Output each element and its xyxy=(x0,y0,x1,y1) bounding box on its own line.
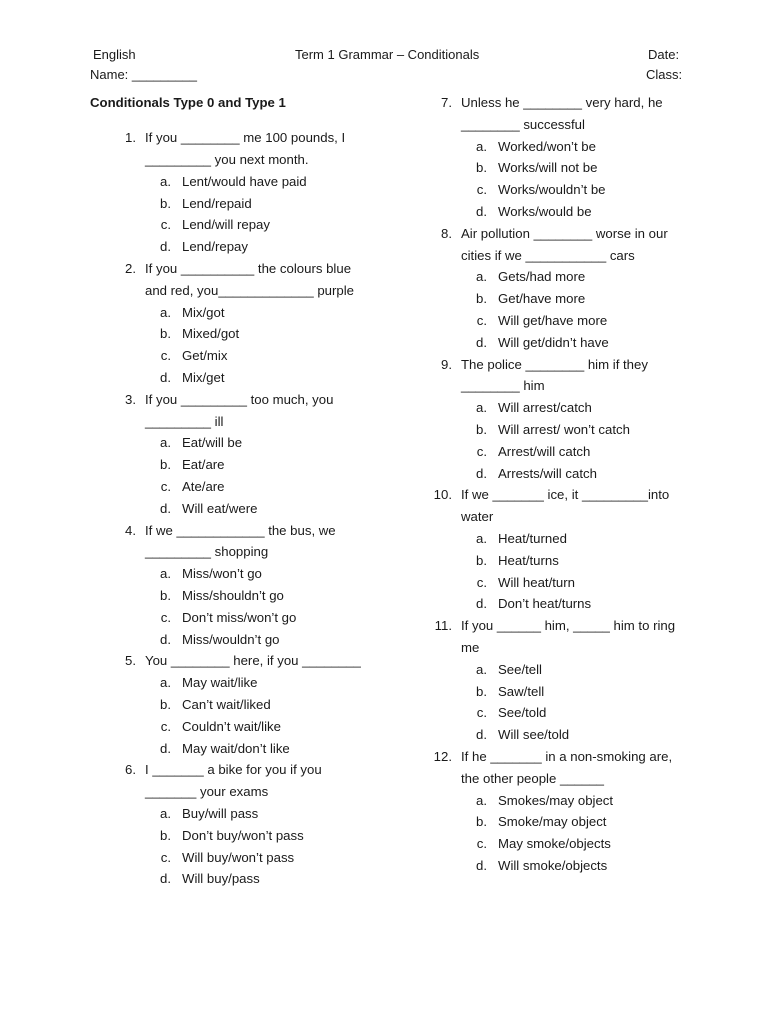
answer-option xyxy=(426,833,726,855)
option-letter: d. xyxy=(476,596,487,612)
question-number: 12. xyxy=(433,748,452,764)
option-letter: d. xyxy=(476,727,487,743)
question-text: If you ______ him, _____ him to ring me xyxy=(461,618,676,655)
option-letter: b. xyxy=(160,827,171,843)
answer-option xyxy=(426,201,726,223)
subject-label: English xyxy=(93,47,136,62)
option-text: Don’t heat/turns xyxy=(498,596,592,612)
question-block xyxy=(426,746,726,877)
option-letter: d. xyxy=(476,465,487,481)
option-letter: c. xyxy=(476,443,487,459)
option-text: Will arrest/ won’t catch xyxy=(498,421,630,437)
option-letter: c. xyxy=(160,217,171,233)
answer-option xyxy=(90,563,380,585)
question-text: I _______ a bike for you if you _______ your exams xyxy=(145,762,322,800)
option-letter: b. xyxy=(160,457,171,473)
option-text: Will buy/pass xyxy=(182,871,260,887)
name-label: Name: _________ xyxy=(90,67,197,82)
option-text: Will arrest/catch xyxy=(498,400,592,416)
option-text: Smoke/may object xyxy=(498,814,607,830)
option-letter: a. xyxy=(476,138,487,154)
question xyxy=(90,650,380,672)
option-letter: a. xyxy=(476,530,487,546)
option-letter: c. xyxy=(476,705,487,721)
answer-option xyxy=(90,454,380,476)
option-letter: c. xyxy=(476,574,487,590)
option-text: Get/mix xyxy=(182,348,228,364)
option-text: Get/have more xyxy=(498,291,586,307)
answer-option xyxy=(90,803,380,825)
option-text: Will get/didn’t have xyxy=(498,334,609,350)
answer-option xyxy=(426,136,726,158)
worksheet-title: Term 1 Grammar – Conditionals xyxy=(295,47,480,62)
option-text: Will see/told xyxy=(498,727,570,743)
option-text: Works/would be xyxy=(498,203,592,219)
question xyxy=(426,746,726,790)
option-text: Couldn’t wait/like xyxy=(182,718,281,734)
answer-option xyxy=(90,672,380,694)
option-text: Smokes/may object xyxy=(498,792,614,808)
question-block xyxy=(90,258,380,389)
answer-option xyxy=(90,738,380,760)
option-text: Don’t buy/won’t pass xyxy=(182,827,304,843)
option-letter: b. xyxy=(160,697,171,713)
answer-option xyxy=(426,310,726,332)
question-number: 7. xyxy=(441,95,452,110)
answer-option xyxy=(90,716,380,738)
question-text: Unless he ________ very hard, he ________ successful xyxy=(461,95,663,132)
option-letter: a. xyxy=(160,173,171,189)
answer-option xyxy=(90,323,380,345)
option-letter: c. xyxy=(476,312,487,328)
option-letter: a. xyxy=(160,675,171,691)
question-block xyxy=(426,615,726,746)
answer-option xyxy=(90,476,380,498)
question-block xyxy=(426,354,726,485)
answer-option xyxy=(426,572,726,594)
answer-option xyxy=(426,397,726,419)
answer-option xyxy=(426,855,726,877)
option-text: Lend/will repay xyxy=(182,217,270,233)
option-letter: c. xyxy=(160,609,171,625)
option-text: Lend/repaid xyxy=(182,195,252,211)
class-label: Class: xyxy=(646,67,683,82)
question-text: If he _______ in a non-smoking are, the other people ______ xyxy=(461,748,673,786)
question-text: You ________ here, if you ________ xyxy=(145,653,361,669)
question-text: If you _________ too much, you _________ ill xyxy=(145,391,334,429)
option-letter: c. xyxy=(160,718,171,734)
option-text: Lent/would have paid xyxy=(182,173,307,189)
option-letter: c. xyxy=(476,836,487,852)
option-text: Will get/have more xyxy=(498,312,608,328)
option-text: Will buy/won’t pass xyxy=(182,849,295,865)
answer-option xyxy=(426,528,726,550)
question-block xyxy=(426,484,726,615)
answer-option xyxy=(90,367,380,389)
answer-option xyxy=(426,593,726,615)
option-letter: a. xyxy=(160,304,171,320)
option-letter: a. xyxy=(160,566,171,582)
answer-option xyxy=(426,681,726,703)
option-text: Arrest/will catch xyxy=(498,443,591,459)
answer-option xyxy=(426,702,726,724)
option-letter: a. xyxy=(160,435,171,451)
option-text: Works/wouldn’t be xyxy=(498,182,606,198)
question-number: 8. xyxy=(441,225,452,241)
option-text: Mix/got xyxy=(182,304,225,320)
answer-option xyxy=(90,629,380,651)
question-number: 10. xyxy=(433,487,452,503)
question xyxy=(90,389,380,433)
option-letter: a. xyxy=(476,400,487,416)
answer-option xyxy=(90,171,380,193)
question-text: If you __________ the colours blue and red, you_____________ purple xyxy=(145,261,354,298)
question-block xyxy=(90,520,380,651)
option-text: Mixed/got xyxy=(182,326,240,342)
option-letter: d. xyxy=(160,370,171,386)
option-text: Gets/had more xyxy=(498,269,586,285)
option-letter: b. xyxy=(160,195,171,211)
option-letter: d. xyxy=(160,740,171,756)
option-text: Saw/tell xyxy=(498,683,545,699)
answer-option xyxy=(90,847,380,869)
option-text: Miss/shouldn’t go xyxy=(182,588,284,604)
answer-option xyxy=(426,266,726,288)
question xyxy=(90,520,380,564)
question-block xyxy=(90,759,380,890)
option-letter: b. xyxy=(476,552,487,568)
answer-option xyxy=(90,432,380,454)
question-number: 1. xyxy=(125,130,136,146)
question xyxy=(426,92,726,136)
option-text: See/told xyxy=(498,705,547,721)
question-number: 9. xyxy=(441,356,452,372)
question xyxy=(90,127,380,171)
answer-option xyxy=(90,193,380,215)
question-text: Air pollution ________ worse in our cities if we ___________ cars xyxy=(461,225,668,263)
answer-option xyxy=(90,345,380,367)
answer-option xyxy=(426,419,726,441)
option-text: May wait/like xyxy=(182,675,258,691)
option-text: Eat/are xyxy=(182,457,225,473)
option-letter: b. xyxy=(476,291,487,307)
option-letter: b. xyxy=(476,683,487,699)
option-letter: b. xyxy=(160,326,171,342)
question-number: 2. xyxy=(125,261,136,277)
option-text: Miss/won’t go xyxy=(182,566,262,582)
question xyxy=(426,354,726,398)
answer-option xyxy=(426,811,726,833)
question-text: The police ________ him if they ________ him xyxy=(461,356,648,394)
option-letter: b. xyxy=(476,814,487,830)
question-block xyxy=(426,223,726,354)
option-text: Can’t wait/liked xyxy=(182,697,271,713)
option-letter: b. xyxy=(160,588,171,604)
section-heading: Conditionals Type 0 and Type 1 xyxy=(90,95,286,110)
question-number: 3. xyxy=(125,391,136,407)
option-letter: a. xyxy=(160,806,171,821)
answer-option xyxy=(426,463,726,485)
option-text: Works/will not be xyxy=(498,160,598,176)
answer-option xyxy=(90,236,380,258)
option-text: Buy/will pass xyxy=(182,806,259,821)
option-text: Heat/turned xyxy=(498,530,567,546)
option-letter: d. xyxy=(160,631,171,647)
question-number: 11. xyxy=(434,618,452,634)
option-text: Miss/wouldn’t go xyxy=(182,631,280,647)
answer-option xyxy=(90,868,380,890)
question-block xyxy=(90,389,380,520)
option-letter: c. xyxy=(160,348,171,364)
answer-option xyxy=(90,607,380,629)
option-text: May smoke/objects xyxy=(498,836,611,852)
question xyxy=(426,484,726,528)
option-text: Ate/are xyxy=(182,479,225,495)
option-letter: a. xyxy=(476,661,487,677)
option-letter: d. xyxy=(160,500,171,516)
answer-option xyxy=(90,498,380,520)
option-text: Don’t miss/won’t go xyxy=(182,609,297,625)
date-label: Date: xyxy=(648,47,680,62)
option-letter: c. xyxy=(160,849,171,865)
option-letter: c. xyxy=(476,182,487,198)
answer-option xyxy=(426,790,726,812)
option-text: Lend/repay xyxy=(182,239,248,255)
question-number: 4. xyxy=(125,522,136,538)
answer-option xyxy=(426,179,726,201)
right-column xyxy=(426,92,726,877)
answer-option xyxy=(426,288,726,310)
question xyxy=(426,615,726,659)
answer-option xyxy=(90,694,380,716)
option-text: Worked/won’t be xyxy=(498,138,596,154)
answer-option xyxy=(426,724,726,746)
option-text: Arrests/will catch xyxy=(498,465,597,481)
option-text: Mix/get xyxy=(182,370,225,386)
option-letter: a. xyxy=(476,269,487,285)
option-letter: d. xyxy=(160,871,171,887)
answer-option xyxy=(426,659,726,681)
option-letter: d. xyxy=(476,857,487,873)
question-block xyxy=(90,127,380,258)
answer-option xyxy=(426,332,726,354)
option-text: Eat/will be xyxy=(182,435,243,451)
question-text: If we ____________ the bus, we _________ shopping xyxy=(145,522,336,560)
answer-option xyxy=(426,157,726,179)
question xyxy=(90,258,380,302)
answer-option xyxy=(90,302,380,324)
option-text: Will heat/turn xyxy=(498,574,575,590)
answer-option xyxy=(426,550,726,572)
question-number: 6. xyxy=(125,762,136,778)
option-text: Will smoke/objects xyxy=(498,857,608,873)
question-text: If we _______ ice, it _________into water xyxy=(461,487,670,525)
option-letter: c. xyxy=(160,479,171,495)
option-letter: b. xyxy=(476,160,487,176)
question-number: 5. xyxy=(125,653,136,669)
option-letter: d. xyxy=(476,334,487,350)
answer-option xyxy=(90,585,380,607)
option-letter: d. xyxy=(476,203,487,219)
option-letter: d. xyxy=(160,239,171,255)
question xyxy=(426,223,726,267)
option-text: Will eat/were xyxy=(182,500,258,516)
question-block xyxy=(90,650,380,759)
left-column xyxy=(90,92,380,890)
answer-option xyxy=(426,441,726,463)
option-letter: b. xyxy=(476,421,487,437)
option-letter: a. xyxy=(476,792,487,808)
option-text: May wait/don’t like xyxy=(182,740,290,756)
option-text: Heat/turns xyxy=(498,552,559,568)
answer-option xyxy=(90,825,380,847)
question xyxy=(90,759,380,803)
question-block xyxy=(426,92,726,223)
question-text: If you ________ me 100 pounds, I _________ you next month. xyxy=(145,130,346,168)
option-text: See/tell xyxy=(498,661,542,677)
answer-option xyxy=(90,214,380,236)
